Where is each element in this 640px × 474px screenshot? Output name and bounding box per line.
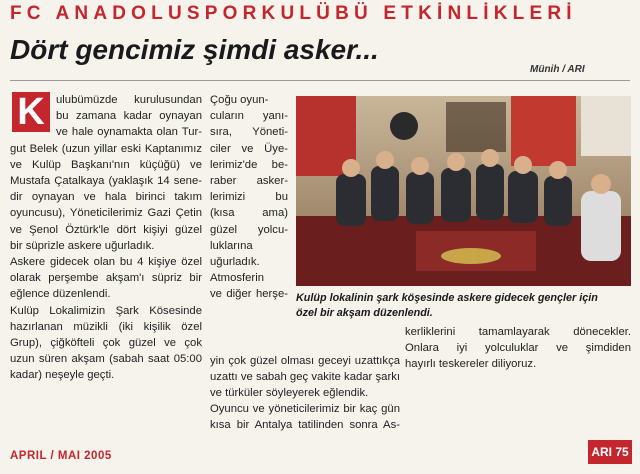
caption-line: Kulüp lokalinin şark köşesinde askere gidecek gençler için (296, 292, 598, 304)
text-line: ve Şenol Öztürk'le dört kişiyi güzel (10, 223, 202, 236)
text-line: kısa bir Antalya tatilinden sonra As- (210, 419, 400, 432)
article-column-2 (210, 92, 288, 303)
article-column-3 (405, 324, 631, 373)
article-column-2-wide (210, 353, 400, 434)
text-line: gut Belek (uzun yillar eski Kaptanımız (10, 142, 202, 155)
text-line: Mustafa Çatalkaya (yaklaşık 14 sene- (10, 175, 202, 187)
page-number: ARI 75 (588, 440, 632, 464)
section-title: FC ANADOLUSPORKULÜBÜ ETKİNLİKLERİ (10, 3, 577, 24)
headline: Dört gencimiz şimdi asker... (10, 34, 379, 65)
text-line: yin çok güzel olması geceyi uzattıkça (210, 354, 400, 367)
text-line: Grup), çiğköfteli çok güzel ve çok (10, 337, 202, 350)
photo-caption (296, 291, 631, 321)
text-line: ve diğer herşe- (210, 288, 288, 301)
text-line: olarak perşembe akşam'ı süpriz bir (10, 272, 202, 285)
text-line: sıra, Yöneti- (210, 126, 288, 139)
drop-cap: K (12, 92, 50, 132)
text-line: lerimizi bu (210, 191, 288, 204)
text-line: hayırlı teskereler diliyoruz. (405, 358, 537, 371)
text-line: ve türküler söyleyerek eğlendik. (210, 387, 369, 399)
text-line: Çoğu oyun- (210, 94, 269, 106)
text-line: (kısa ama) (210, 207, 288, 220)
text-line: eğlence düzenlendi. (10, 288, 111, 301)
text-line: Atmosferin (210, 272, 264, 285)
caption-line: özel bir akşam düzenlendi. (296, 307, 433, 319)
byline: Münih / ARI (530, 64, 585, 75)
text-line: hazırlanan müzikli (iki kişilik özel (10, 320, 202, 333)
text-line: oyuncusu), Yöneticilerimiz Gazi Çetin (10, 207, 202, 220)
text-line: kadar) neşeyle geçti. (10, 369, 115, 382)
text-line: Oyuncu ve yöneticilerimiz bir kaç gün (210, 403, 400, 416)
text-line: uzattı ve sabah geç vakite kadar şarkı (210, 370, 400, 383)
text-line: uzun süren akşam (sabah saat 05:00 (10, 353, 202, 366)
text-line: ve Kulüp Başkanı'nın küçüğü) ve (10, 158, 202, 171)
text-line: luklarına (210, 239, 253, 252)
text-line: raber asker- (210, 175, 288, 188)
text-line: ciler ve Üye- (210, 142, 288, 155)
text-line: ulubümüzde kurulusundan (56, 94, 202, 106)
text-line: güzel yolcu- (210, 223, 288, 236)
text-line: Askere gidecek olan bu 4 kişiye özel (10, 256, 202, 269)
event-photo-illustration (296, 96, 631, 286)
text-line: Onlara iyi yolculuklar ve şimdiden (405, 342, 631, 355)
text-line: Kulüp Lokalimizin Şark Kösesinde (10, 304, 202, 317)
text-line: lerimiz'de be- (210, 158, 288, 171)
text-line: kerliklerini tamamlayarak dönecekler. (405, 326, 631, 338)
text-line: bir süprizle askere uğurladık. (10, 239, 155, 252)
text-line: ve hale oynamakta olan Tur- (56, 126, 202, 139)
header-divider (10, 80, 630, 81)
text-line: uğurladık. (210, 256, 260, 269)
text-line: dir oynayan ve hala birinci takım (10, 191, 202, 204)
event-photo (296, 96, 631, 286)
article-column-1 (10, 141, 202, 384)
issue-date: APRIL / MAI 2005 (10, 450, 112, 462)
article-column-1-indent (56, 92, 202, 141)
text-line: bu zamana kadar oynayan (56, 110, 202, 123)
text-line: cuların yanı- (210, 110, 288, 123)
